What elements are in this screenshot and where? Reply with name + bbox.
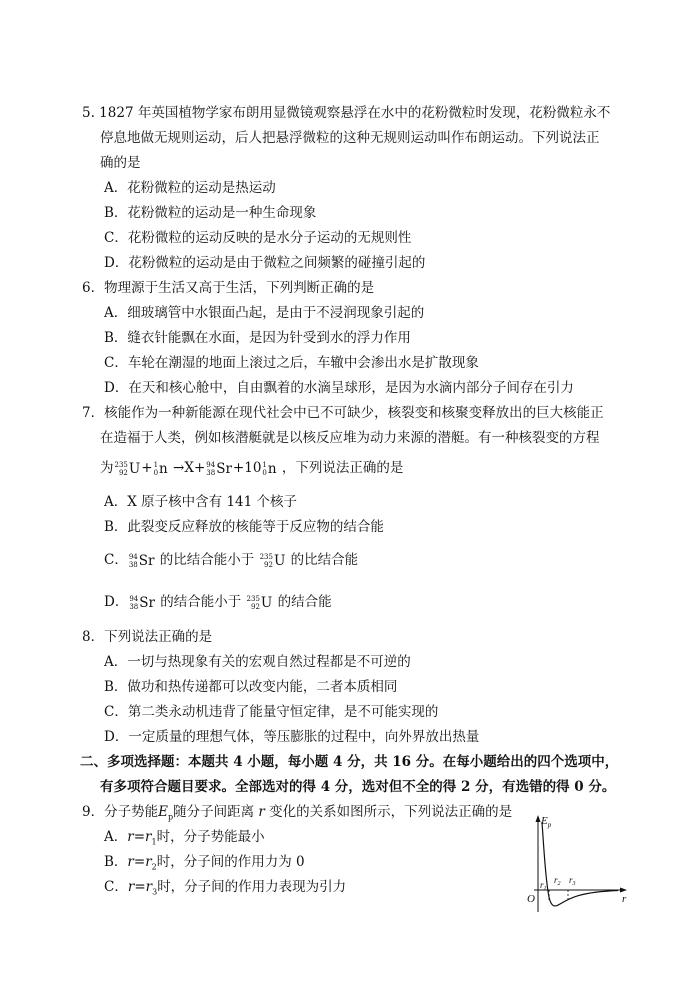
svg-text:r2: $r_2$ [554, 875, 561, 887]
q6-stem: 6．物理源于生活又高于生活，下列判断正确的是 [82, 280, 375, 296]
q5-line-1: 5. 1827 年英国植物学家布朗用显微镜观察悬浮在水中的花粉微粒时发现，花粉微粒永不 [82, 105, 611, 121]
q7-eq-prefix: 为 [100, 460, 114, 476]
ep-curve [542, 822, 618, 906]
product-x: X [184, 460, 194, 476]
q6-option-c: C．车轮在潮湿的地面上滚过之后，车辙中会渗出水是扩散现象 [104, 355, 479, 371]
nuclide-u235: 235 92 U [259, 552, 286, 569]
q7-option-a: A．X 原子核中含有 141 个核子 [104, 494, 298, 510]
q7-option-d: D． 94 38 Sr 的结合能小于 235 92 U 的结合能 [104, 594, 332, 611]
q9-option-c: C．$r=r_3$时，分子间的作用力表现为引力 [104, 879, 347, 897]
nuclide-sr94: 94 38 Sr [206, 460, 232, 477]
q7-eq-suffix: ，下列说法正确的是 [281, 460, 404, 476]
reaction-arrow: → [173, 460, 185, 476]
r2-label: r [554, 875, 558, 885]
y-axis-label: E [541, 815, 548, 827]
q5-option-b: B．花粉微粒的运动是一种生命现象 [104, 205, 317, 221]
x-axis-arrow [620, 888, 627, 893]
q8-option-a: A．一切与热现象有关的宏观自然过程都是不可逆的 [104, 654, 411, 670]
q9-option-a: A．$r=r_1$时，分子势能最小 [104, 829, 265, 847]
r3-label: r [569, 875, 573, 885]
q6-option-b: B．缝衣针能飘在水面，是因为针受到水的浮力作用 [104, 330, 411, 346]
q5-line-3: 确的是 [100, 155, 141, 171]
nuclide-sr94: 94 38 Sr [129, 594, 155, 611]
svg-text:Ep: $E_p$ [541, 815, 552, 829]
r1-label: r [540, 880, 544, 890]
q5-option-a: A．花粉微粒的运动是热运动 [104, 180, 276, 196]
q9-stem: 9．分子势能$E_p$随分子间距离 r 变化的关系如图所示，下列说法正确的是 [82, 804, 513, 822]
neutron-coefficient: 10 [244, 460, 262, 476]
q7-option-b: B．此裂变反应释放的核能等于反应物的结合能 [104, 519, 384, 535]
q7-line-2: 在造福于人类，例如核潜艇就是以核反应堆为动力来源的潜艇。有一种核裂变的方程 [100, 430, 600, 446]
section-2-heading: 二、多项选择题：本题共 4 小题，每小题 4 分，共 16 分。在每小题给出的四个选项中， [80, 754, 619, 770]
q6-option-d: D．在天和核心舱中，自由飘着的水滴呈球形，是因为水滴内部分子间存在引力 [104, 380, 574, 396]
q7-equation-line: 为 235 92 U + 1 0 n →X+ 94 38 Sr +10 1 0 n ，下列说法正确的是 [100, 460, 404, 477]
y-axis-arrow [536, 815, 541, 822]
section-2-heading-cont: 有多项符合题目要求。全部选对的得 4 分，选对但不全的得 2 分，有选错的得 0 分。 [100, 779, 616, 795]
nuclide-neutron: 1 0 n [153, 460, 168, 477]
nuclide-u235: 235 92 U [114, 460, 141, 477]
nuclide-neutron-product: 1 0 n [262, 460, 277, 477]
q8-option-b: B．做功和热传递都可以改变内能，二者本质相同 [104, 679, 398, 695]
q7-option-c: C． 94 38 Sr 的比结合能小于 235 92 U 的比结合能 [104, 552, 359, 569]
q5-line-2: 停息地做无规则运动，后人把悬浮微粒的这种无规则运动叫作布朗运动。下列说法正 [100, 130, 600, 146]
q5-option-c: C．花粉微粒的运动反映的是水分子运动的无规则性 [104, 230, 412, 246]
potential-energy-graph [518, 812, 630, 916]
svg-text:r3: $r_3$ [569, 875, 576, 887]
x-axis-label: r [622, 893, 627, 905]
q8-option-d: D．一定质量的理想气体，等压膨胀的过程中，向外界放出热量 [104, 729, 480, 745]
origin-label: O [527, 893, 535, 905]
q6-option-a: A．细玻璃管中水银面凸起，是由于不浸润现象引起的 [104, 305, 425, 321]
nuclide-u235: 235 92 U [246, 594, 273, 611]
svg-text:r1: $r_1$ [540, 880, 547, 892]
q5-option-d: D．花粉微粒的运动是由于微粒之间频繁的碰撞引起的 [104, 255, 426, 271]
q8-stem: 8．下列说法正确的是 [82, 629, 213, 645]
q7-line-1: 7．核能作为一种新能源在现代社会中已不可缺少，核裂变和核聚变释放出的巨大核能正 [82, 405, 604, 421]
q8-option-c: C．第二类永动机违背了能量守恒定律，是不可能实现的 [104, 704, 439, 720]
nuclide-sr94: 94 38 Sr [128, 552, 155, 569]
q9-option-b: B．$r=r_2$时，分子间的作用力为 0 [104, 854, 305, 872]
